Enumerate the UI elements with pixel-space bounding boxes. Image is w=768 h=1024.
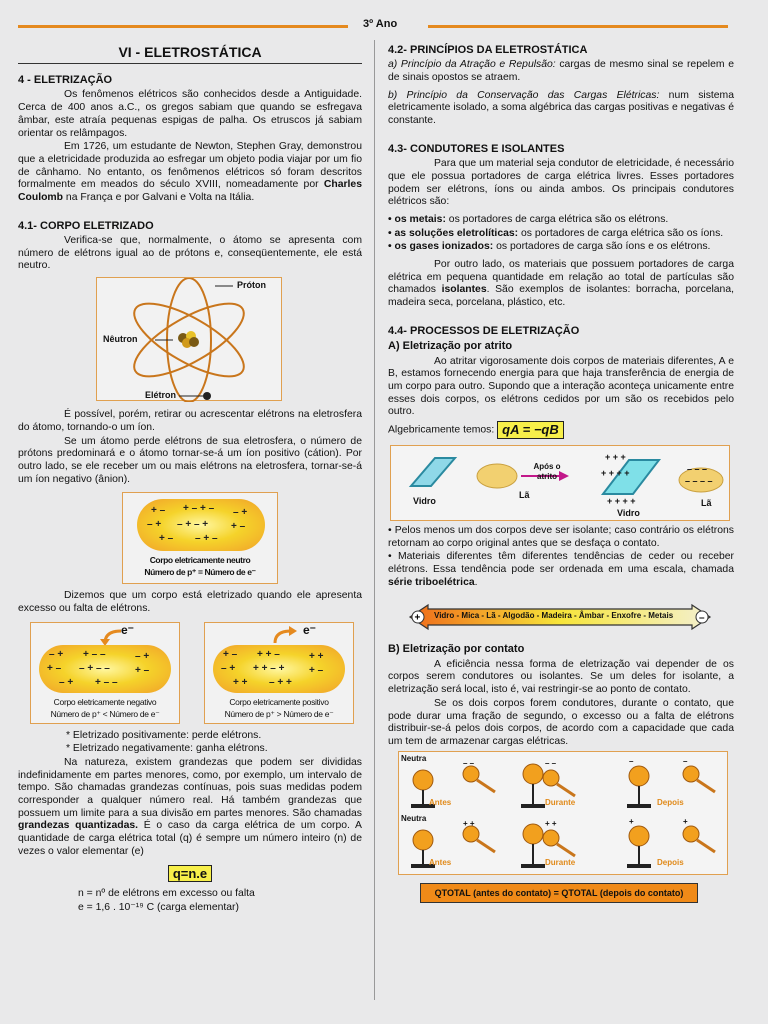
svg-text:– –: – – [545, 758, 557, 768]
neutral-body: + – + – + – – + – + – + – + + – + – – + – [137, 499, 265, 551]
neutral-label-2: Neutra [401, 813, 427, 823]
section-4-2-title: 4.2- PRINCÍPIOS DA ELETROSTÁTICA [388, 44, 588, 56]
section-4-1-paragraph-5: Na natureza, existem grandezas que podem ser divididas indefinidamente em partes menores, como, por exemplo, um intervalo de tempo. São chamadas grandezas contínuas, pois suas medidas podem corresponder a qualquer número real. Há também grandezas que possuem um limite para a sua divisão em partes menores. São chamadas grandezas quantizadas. É o caso da carga elétrica de um corpo. A quantidade de carga elétrica total (q) é sempre um número inteiro (n) de vezes o valor elementar (e) [18, 757, 362, 857]
arrow-out-icon [269, 625, 299, 645]
section-4-1-paragraph-4: Dizemos que um corpo está eletrizado quando ele apresenta excesso ou falta de elétrons. [18, 590, 362, 614]
electron-symbol-pos: e⁻ [303, 622, 317, 637]
negative-caption-2: Número de p⁺ < Número de e⁻ [50, 708, 160, 719]
svg-text:+: + [414, 612, 421, 624]
total-charge-conservation: QTOTAL (antes do contato) = QTOTAL (depois do contato) [420, 883, 698, 903]
positive-caption-2: Número de p⁺ > Número de e⁻ [224, 708, 334, 719]
section-a-title: A) Eletrização por atrito [388, 340, 513, 353]
triboelectric-text: Vidro - Mica - Lã - Algodão - Madeira - Âmbar - Enxofre - Metais [434, 611, 674, 621]
section-4-3-title: 4.3- CONDUTORES E ISOLANTES [388, 142, 565, 155]
svg-text:+: + [629, 816, 634, 826]
neutron-label: Nêutron [103, 334, 138, 345]
atom-figure [96, 277, 282, 401]
section-4-1-title: 4.1- CORPO ELETRIZADO [18, 219, 154, 232]
charge-formula: q=n.e [168, 865, 212, 883]
friction-figure [390, 445, 730, 521]
negative-body-figure [30, 622, 180, 724]
wool-label-1: Lã [519, 489, 530, 500]
after-friction-label: Após o atrito [533, 461, 561, 481]
section-4-4-title: 4.4- PROCESSOS DE ELETRIZAÇÃO [388, 324, 580, 337]
svg-text:– –: – – [463, 758, 475, 768]
positive-caption-1: Corpo eletricamente positivo [229, 696, 329, 707]
header-year: 3º Ano [363, 18, 398, 30]
negative-body: – + + – – – + + – – + – – + – – + + – – [39, 645, 171, 693]
header-rule-left [18, 25, 348, 28]
svg-text:– – –: – – – [687, 463, 708, 474]
principle-b: b) Princípio da Conservação das Cargas Elétricas: num sistema eletricamente isolado, a soma algébrica das cargas positivas e negativas é constante. [388, 89, 734, 127]
neutral-caption-1: Corpo eletricamente neutro [149, 555, 251, 566]
conductors-list [388, 214, 734, 254]
section-b-title: B) Eletrização por contato [388, 643, 525, 656]
electron-label: Elétron [145, 390, 177, 401]
list-item: • os metais: os portadores de carga elétrica são os elétrons. [388, 214, 669, 225]
positive-body-figure [204, 622, 354, 724]
neutral-body-figure [122, 492, 278, 584]
section-4-3-paragraph-1: Para que um material seja condutor de eletricidade, é necessário que ele possua portadores de carga elétrica livres. Esses portadores podem ser elétrons, íons ou ainda ambos. Os principais condutores elétricos são: [388, 158, 734, 208]
column-divider [374, 40, 375, 1000]
during-label-1: Durante [545, 797, 576, 807]
list-item: • as soluções eletrolíticas: os portadores de carga elétrica são os íons. [388, 227, 724, 239]
header-rule-right [428, 25, 728, 28]
positive-body: + – + + – + + – + + + – + + – + + – + + [213, 645, 345, 693]
contact-figure [398, 751, 728, 875]
svg-text:+ + + +: + + + + [607, 495, 636, 506]
section-4-paragraph-2: Em 1726, um estudante de Newton, Stephen Gray, demonstrou que a eletricidade produzida ao esfregar um objeto podia viajar por um fio de cânhamo. No entanto, os fenômenos elétricos só foram descritos formalmente em meados do século XVIII, nomeadamente por Charles Coulomb na França e por Galvani e Volta na Itália. [18, 141, 362, 203]
wool-label-2: Lã [701, 497, 712, 508]
svg-text:–: – [629, 756, 634, 766]
charged-bodies-figure [30, 622, 362, 724]
svg-text:– – – –: – – – – [685, 475, 713, 486]
after-label-1: Depois [657, 797, 684, 807]
page-header [18, 18, 728, 38]
principle-a: a) Princípio da Atração e Repulsão: cargas de mesmo sinal se repelem e de sinais opostos se atraem. [388, 59, 734, 84]
before-label-1: Antes [429, 797, 452, 807]
section-4-1-paragraph-2: É possível, porém, retirar ou acrescentar elétrons na eletrosfera do átomo, tornando-o um íon. [18, 409, 362, 433]
section-4-paragraph-1: Os fenômenos elétricos são conhecidos desde a Antiguidade. Cerca de 400 anos a.C., os gregos sabiam que quando se esfregava âmbar, este atraía pequenas espigas de palha. Os etruscos já sabiam orientar os relâmpagos. [18, 89, 362, 139]
glass-label-2: Vidro [617, 507, 640, 518]
before-label-2: Antes [429, 857, 452, 867]
proton-label: Próton [237, 280, 266, 291]
section-a-paragraph-1: Ao atritar vigorosamente dois corpos de materiais diferentes, A e B, estamos fornecendo energia para que haja transferência de energia de um corpo para outro. Supondo que a interação aconteça unicamente entre esses dois corpos, os elétrons cedidos por um são os recebidos pelo outro. [388, 355, 734, 418]
neutral-caption-2: Número de p⁺ = Número de e⁻ [144, 567, 256, 578]
section-4-1-paragraph-3: Se um átomo perde elétrons de sua eletrosfera, o número de prótons predominará e o átomo tornar-se-á um íon positivo (cátion). Por outro lado, se ele receber um ou mais elétrons na eletrosfera, tornar-se-á um íon negativo (ânion). [18, 435, 362, 485]
svg-text:+ + +: + + + [605, 451, 626, 462]
algebraic-label: Algebricamente temos: [388, 424, 495, 436]
list-item: • os gases ionizados: os portadores de carga são íons e os elétrons. [388, 241, 711, 253]
algebraic-row [388, 421, 734, 439]
svg-text:+: + [683, 816, 688, 826]
arrow-in-icon [95, 627, 125, 647]
svg-text:+ + + +: + + + + [601, 467, 630, 478]
during-label-2: Durante [545, 857, 576, 867]
right-column [388, 40, 734, 903]
friction-note-1: • Pelos menos um dos corpos deve ser isolante; caso contrário os elétrons retornam ao corpo original antes que se desfaça o contato. [388, 524, 734, 549]
note-positive: * Eletrizado positivamente: perde elétrons. [66, 729, 262, 741]
algebraic-formula: qA = −qB [497, 421, 564, 439]
section-4-title: 4 - ELETRIZAÇÃO [18, 74, 113, 87]
section-4-3-paragraph-2: Por outro lado, os materiais que possuem portadores de carga elétrica em pequena quantidade em relação ao total de partículas são chamados isolantes. São exemplos de isolantes: borracha, porcelana, madeira seca, porcelana, plástico, etc. [388, 259, 735, 309]
neutral-label-1: Neutra [401, 753, 427, 763]
friction-note-2: • Materiais diferentes têm diferentes tendências de ceder ou receber elétrons. Essa tendência pode ser ordenada em uma escala, chamada série triboelétrica. [388, 551, 734, 588]
section-b-paragraph-1: A eficiência nessa forma de eletrização vai depender de os corpos serem condutores ou isolantes. Se um deles for isolante, a eletrização será local, isto é, vai restringir-se ao ponto de contato. [388, 658, 734, 696]
svg-text:+ +: + + [463, 818, 475, 828]
section-b-paragraph-2: Se os dois corpos forem condutores, durante o contato, que pode durar uma fração de segundo, o excesso ou a falta de elétrons distribuir-se-á pelos dois corpos, de acordo com a capacidade que cada um tem de armazenar cargas elétricas. [388, 697, 734, 747]
svg-text:+ +: + + [545, 818, 557, 828]
definition-n: n = nº de elétrons em excesso ou falta [78, 888, 255, 900]
svg-text:–: – [699, 612, 705, 624]
definition-e: e = 1,6 . 10⁻¹⁹ C (carga elementar) [78, 902, 239, 914]
after-label-2: Depois [657, 857, 684, 867]
glass-label-1: Vidro [413, 495, 436, 506]
left-column [18, 40, 362, 916]
triboelectric-series [408, 603, 712, 631]
svg-text:–: – [683, 756, 688, 766]
note-negative: * Eletrizado negativamente: ganha elétrons. [66, 743, 268, 755]
section-4-1-paragraph-1: Verifica-se que, normalmente, o átomo se apresenta com número de elétrons igual ao de prótons e, conseqüentemente, ele está neutro. [18, 235, 362, 272]
electron-symbol-neg: e⁻ [121, 622, 135, 637]
friction-diagram [391, 446, 731, 522]
chapter-title: VI - ELETROSTÁTICA [18, 44, 362, 64]
negative-caption-1: Corpo eletricamente negativo [53, 696, 157, 707]
